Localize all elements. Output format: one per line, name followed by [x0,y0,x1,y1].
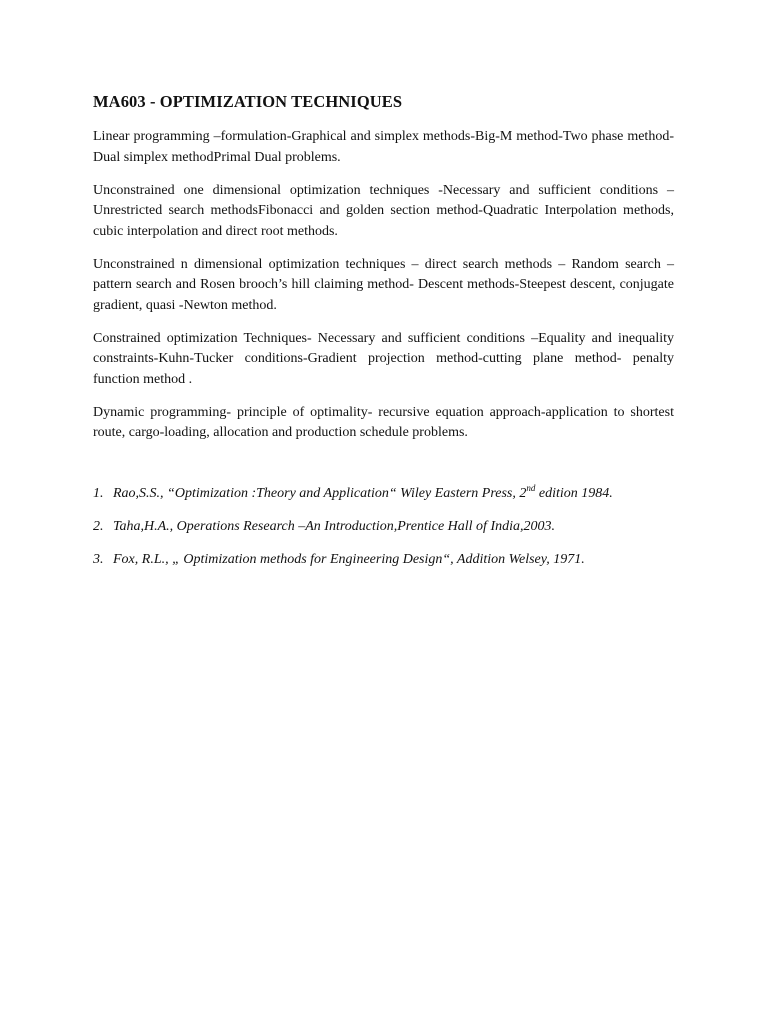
reference-number: 2. [93,518,104,534]
paragraph-linear-programming: Linear programming –formulation-Graphical and simplex methods-Big-M method-Two phase method-Dual simplex methodPrimal Dual problems. [93,129,674,165]
reference-list [93,484,674,570]
reference-text-end: edition 1984. [535,485,613,501]
reference-item [93,517,674,537]
paragraph-dynamic-programming: Dynamic programming- principle of optimality- recursive equation approach-application to shortest route, cargo-loading, allocation and production schedule problems. [93,404,674,440]
reference-number: 3. [93,551,104,567]
reference-text: Rao,S.S., “Optimization :Theory and Application“ Wiley Eastern Press, 2 [113,485,527,501]
reference-number: 1. [93,485,104,501]
paragraph-constrained: Constrained optimization Techniques- Necessary and sufficient conditions –Equality and inequality constraints-Kuhn-Tucker conditions-Gradient projection method-cutting plane method- penalty function method . [93,330,674,387]
reference-text: Taha,H.A., Operations Research –An Introduction,Prentice Hall of India,2003. [113,518,555,534]
reference-text: Fox, R.L., „ Optimization methods for Engineering Design“, Addition Welsey, 1971. [113,551,585,567]
paragraph-one-dimensional: Unconstrained one dimensional optimization techniques -Necessary and sufficient conditions –Unrestricted search methodsFibonacci and golden section method-Quadratic Interpolation methods, cubic interpolation and direct root methods. [93,182,674,239]
reference-superscript: nd [526,482,536,493]
reference-item [93,484,674,504]
document-title: MA603 - OPTIMIZATION TECHNIQUES [93,92,403,111]
document-page [93,92,674,583]
reference-item [93,550,674,570]
paragraph-n-dimensional: Unconstrained n dimensional optimization techniques – direct search methods – Random search –pattern search and Rosen brooch’s hill claiming method- Descent methods-Steepest descent, conjugate gradient, quasi -Newton method. [93,256,674,313]
